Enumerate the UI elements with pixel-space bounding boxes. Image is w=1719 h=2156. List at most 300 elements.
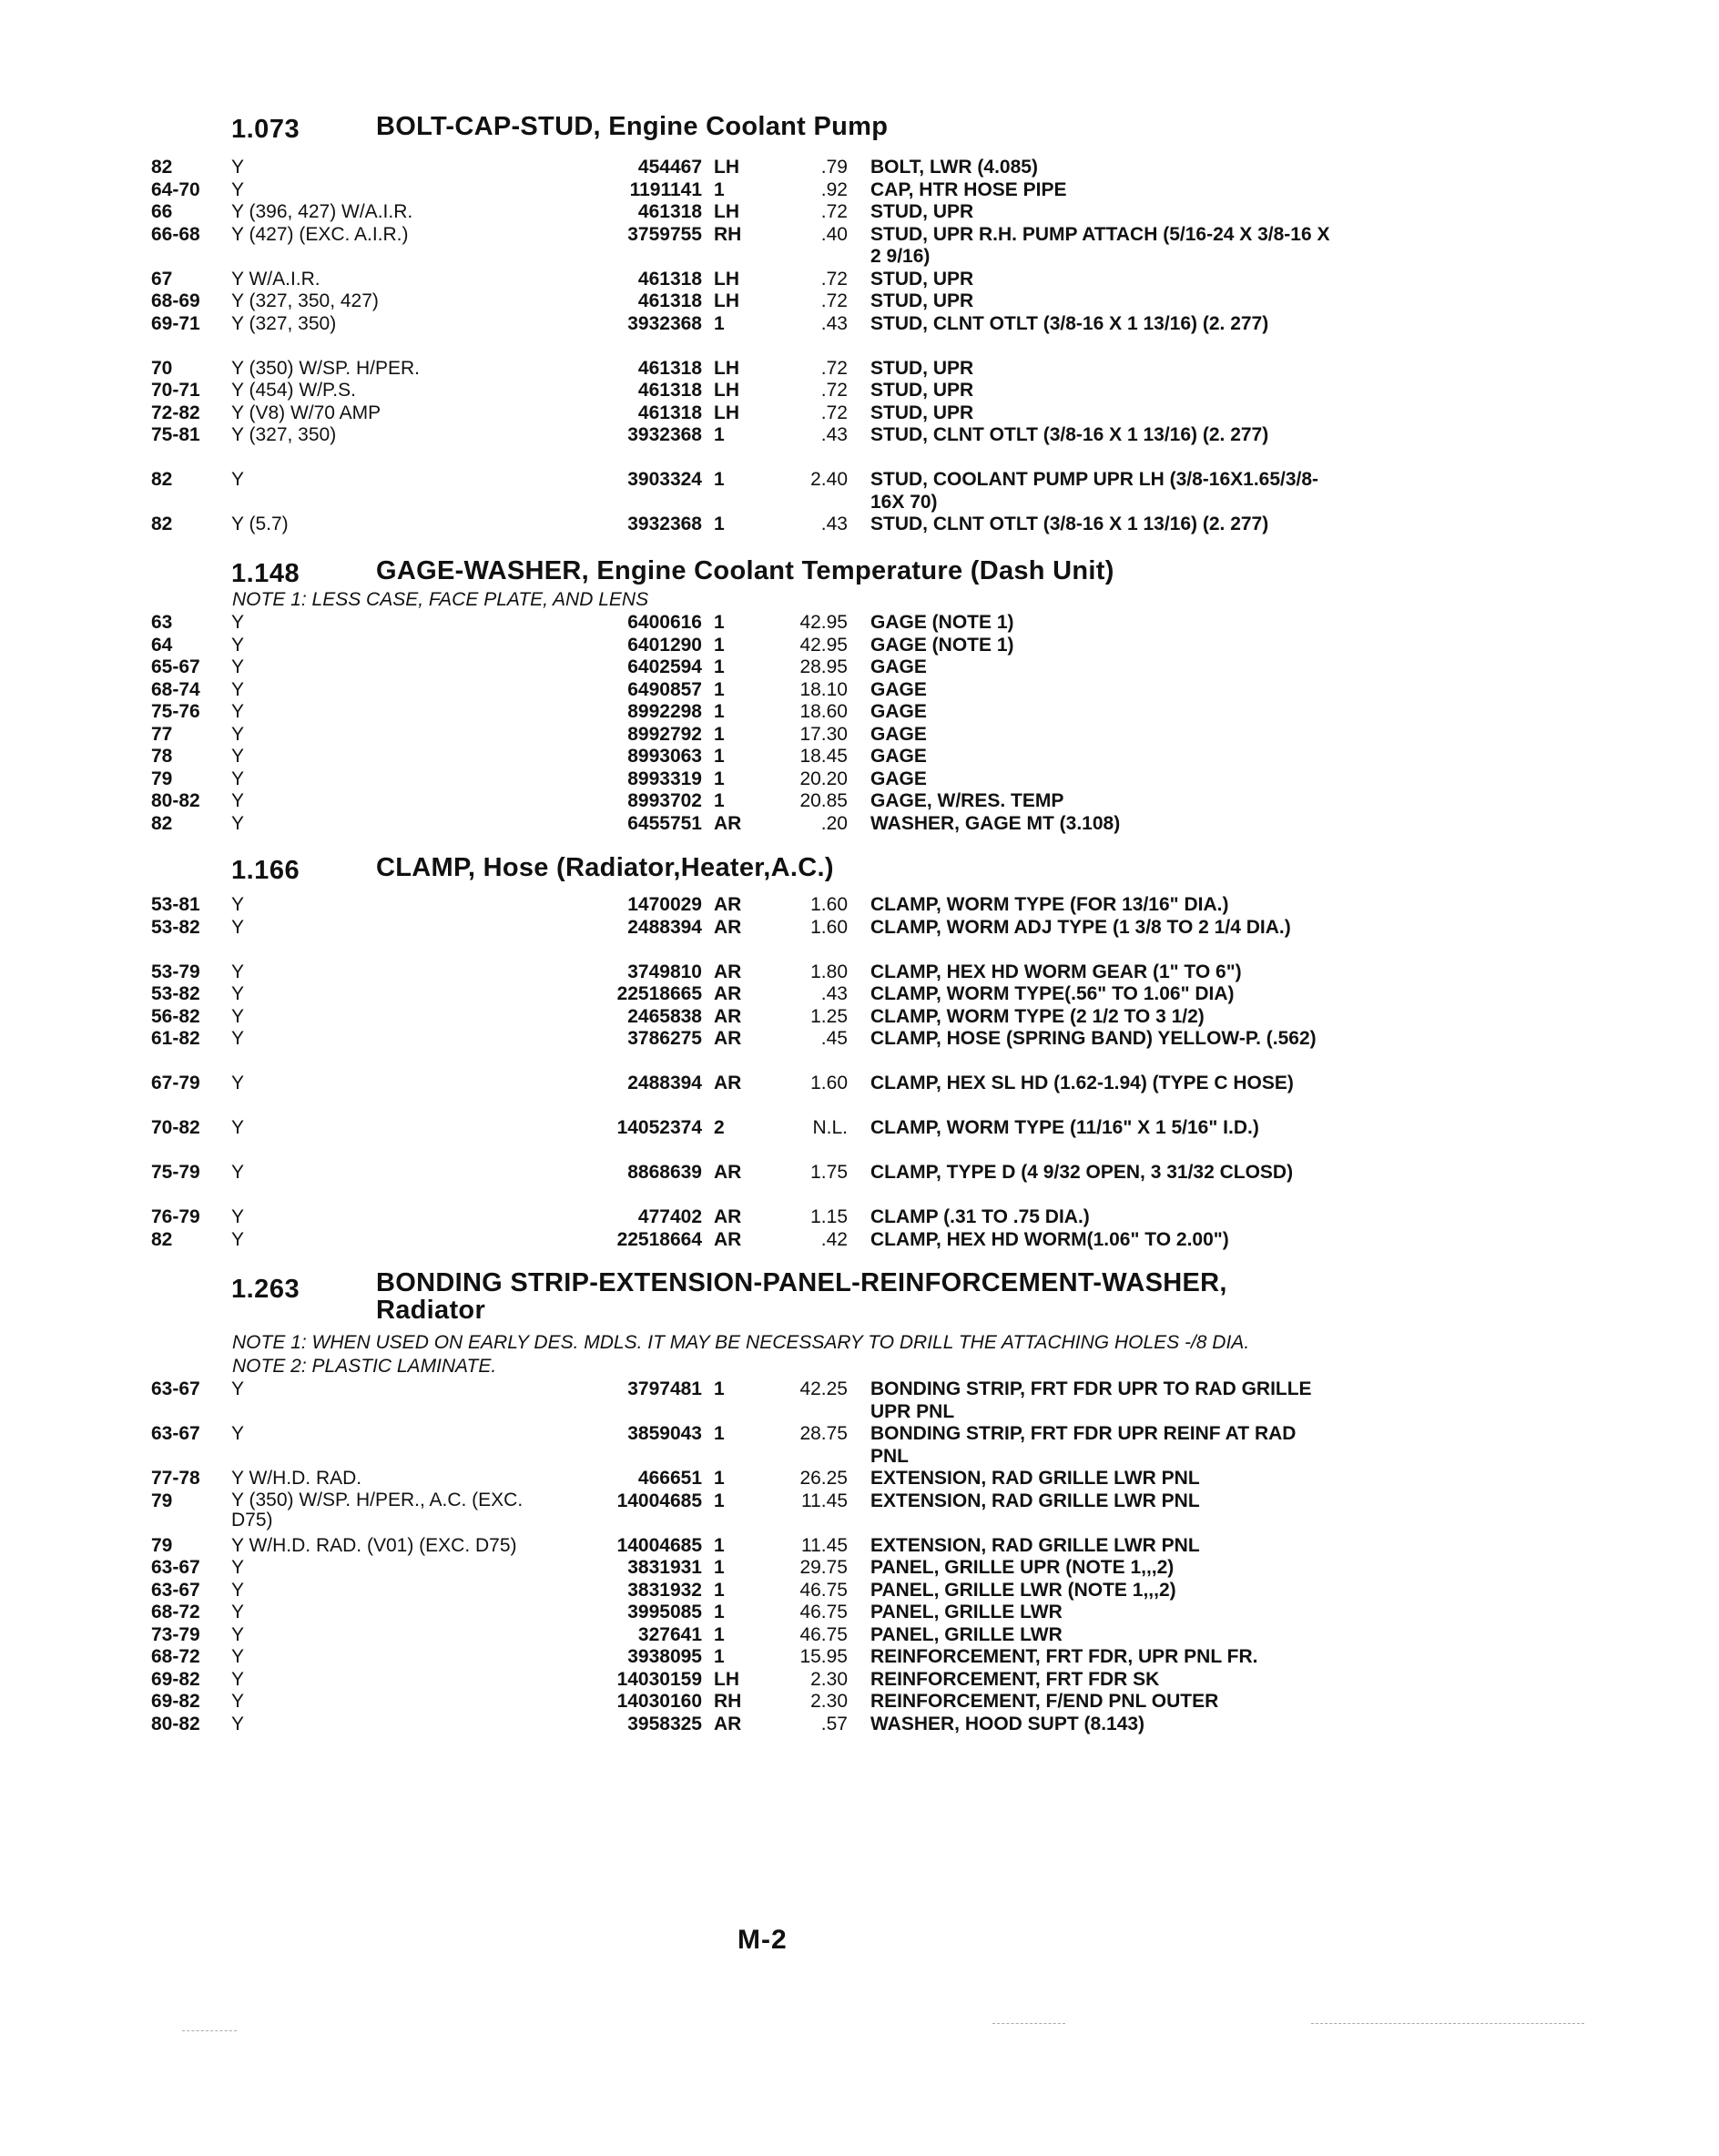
model-years: 64 [151, 634, 173, 656]
section-1073 [151, 112, 1335, 558]
quantity: AR [714, 1073, 742, 1093]
price: 20.20 [799, 768, 848, 789]
price: .43 [820, 983, 848, 1004]
model-years: 75-81 [151, 424, 200, 445]
quantity: 1 [714, 1623, 725, 1645]
part-description: WASHER, GAGE MT (3.108) [870, 812, 1121, 834]
price: 26.25 [799, 1468, 848, 1489]
part-description: CLAMP, WORM TYPE (11/16" X 1 5/16" I.D.) [870, 1117, 1259, 1138]
table-row [151, 1557, 1335, 1580]
table-row [151, 701, 1335, 724]
table-row [151, 380, 1335, 402]
table-row [151, 894, 1335, 917]
quantity: RH [714, 1691, 742, 1712]
model-years: 78 [151, 746, 173, 767]
part-number: 3859043 [627, 1423, 702, 1444]
price: 11.45 [801, 1534, 848, 1556]
quantity: 1 [714, 1646, 725, 1667]
part-number: 3831931 [627, 1557, 702, 1578]
model-years: 65-67 [151, 656, 200, 677]
price: .72 [820, 357, 848, 379]
price: 18.45 [799, 746, 848, 767]
quantity: 1 [714, 656, 725, 677]
quantity: LH [714, 268, 739, 290]
model-years: 76-79 [151, 1206, 200, 1227]
part-description: PANEL, GRILLE UPR (NOTE 1,,,2) [870, 1557, 1175, 1578]
part-description: CLAMP, WORM TYPE (2 1/2 TO 3 1/2) [870, 1005, 1205, 1027]
part-description: CLAMP, HEX HD WORM(1.06" TO 2.00") [870, 1228, 1229, 1250]
part-number: 8993319 [627, 768, 702, 789]
part-number: 3932368 [627, 424, 702, 445]
price: .72 [820, 201, 848, 222]
usage-code: Y [231, 1423, 245, 1444]
table-row [151, 1669, 1335, 1692]
usage-code: Y (327, 350, 427) [231, 290, 379, 311]
section-note: NOTE 2: PLASTIC LAMINATE. [232, 1356, 497, 1377]
usage-code: Y [231, 1691, 245, 1712]
model-years: 82 [151, 157, 173, 178]
part-description: CLAMP, HEX HD WORM GEAR (1" TO 6") [870, 961, 1242, 982]
part-number: 461318 [637, 357, 702, 379]
part-number: 3932368 [627, 514, 702, 534]
scan-artifact-line [992, 2023, 1065, 2024]
price: N.L. [812, 1117, 848, 1138]
price: .72 [820, 402, 848, 423]
quantity: 2 [714, 1117, 725, 1138]
section-1263 [151, 1268, 1335, 1735]
part-description: STUD, UPR R.H. PUMP ATTACH (5/16-24 X 3/8-16 X 2 9/16) [870, 223, 1330, 267]
model-years: 82 [151, 1228, 173, 1250]
price: 46.75 [799, 1602, 848, 1622]
part-number: 461318 [637, 402, 702, 423]
usage-code: Y [231, 1713, 245, 1734]
part-number: 3786275 [627, 1028, 702, 1049]
table-row [151, 1624, 1335, 1647]
section-title: BOLT-CAP-STUD, Engine Coolant Pump [376, 112, 889, 141]
model-years: 67 [151, 268, 173, 290]
table-row [151, 402, 1335, 425]
table-row [151, 1714, 1335, 1736]
part-number: 8992298 [627, 701, 702, 722]
part-number: 14030159 [616, 1668, 702, 1690]
model-years: 53-79 [151, 961, 200, 982]
part-number: 3831932 [627, 1579, 702, 1601]
table-row [151, 514, 1335, 558]
usage-code: Y (427) (EXC. A.I.R.) [231, 223, 409, 245]
price: .72 [820, 290, 848, 311]
model-years: 63 [151, 612, 173, 633]
part-description: GAGE [870, 678, 927, 700]
quantity: 1 [714, 746, 725, 767]
table-row [151, 961, 1335, 984]
table-row [151, 679, 1335, 702]
quantity: 1 [714, 1534, 725, 1556]
quantity: 1 [714, 424, 725, 445]
table-row [151, 179, 1335, 202]
part-number: 454467 [637, 157, 702, 178]
table-row [151, 1206, 1335, 1229]
table-row [151, 424, 1335, 469]
price: 20.85 [799, 790, 848, 811]
part-number: 14052374 [616, 1117, 702, 1138]
model-years: 70 [151, 357, 173, 379]
price: .43 [820, 312, 848, 334]
price: 2.30 [810, 1668, 848, 1690]
section-number: 1.073 [231, 115, 300, 144]
quantity: AR [714, 961, 742, 982]
model-years: 56-82 [151, 1005, 200, 1027]
usage-code: Y [231, 678, 245, 700]
part-number: 22518665 [616, 983, 702, 1004]
part-description: REINFORCEMENT, FRT FDR SK [870, 1668, 1160, 1690]
price: 18.10 [799, 678, 848, 700]
part-description: CLAMP, HOSE (SPRING BAND) YELLOW-P. (.562) [870, 1028, 1317, 1049]
section-header [151, 853, 1335, 898]
table-row [151, 469, 1335, 514]
part-number: 1191141 [629, 178, 702, 200]
price: 46.75 [799, 1623, 848, 1645]
section-number: 1.263 [231, 1275, 300, 1304]
quantity: AR [714, 1162, 742, 1183]
quantity: 1 [714, 1490, 725, 1511]
section-number: 1.166 [231, 856, 300, 885]
section-note: NOTE 1: WHEN USED ON EARLY DES. MDLS. IT MAY BE NECESSARY TO DRILL THE ATTACHING HOLES -/8 DIA. [232, 1332, 1250, 1353]
quantity: 1 [714, 1579, 725, 1601]
price: 29.75 [799, 1557, 848, 1578]
part-number: 461318 [637, 268, 702, 290]
price: .40 [820, 223, 848, 245]
page-number: M-2 [737, 1925, 788, 1955]
usage-code: Y [231, 768, 245, 789]
price: .57 [820, 1713, 848, 1734]
model-years: 70-71 [151, 380, 200, 401]
model-years: 61-82 [151, 1028, 200, 1049]
model-years: 63-67 [151, 1423, 200, 1444]
price: 1.60 [810, 916, 848, 938]
section-note: NOTE 1: LESS CASE, FACE PLATE, AND LENS [232, 589, 649, 610]
table-row [151, 1646, 1335, 1669]
quantity: AR [714, 894, 742, 915]
quantity: AR [714, 916, 742, 938]
part-description: STUD, UPR [870, 201, 974, 222]
price: 17.30 [799, 723, 848, 745]
part-number: 6490857 [627, 678, 702, 700]
quantity: AR [714, 1713, 742, 1734]
scan-artifact-line [182, 2030, 237, 2031]
quantity: 1 [714, 469, 725, 490]
model-years: 63-67 [151, 1579, 200, 1601]
part-description: PANEL, GRILLE LWR [870, 1602, 1063, 1622]
usage-code: Y [231, 1623, 245, 1645]
part-description: CLAMP, WORM TYPE (FOR 13/16" DIA.) [870, 894, 1229, 915]
part-description: GAGE (NOTE 1) [870, 634, 1014, 656]
table-row [151, 1468, 1335, 1490]
usage-code: Y [231, 656, 245, 677]
part-description: EXTENSION, RAD GRILLE LWR PNL [870, 1468, 1200, 1489]
table-row [151, 290, 1335, 313]
parts-list [151, 612, 1335, 835]
usage-code: Y (327, 350) [231, 312, 337, 334]
quantity: RH [714, 223, 742, 245]
part-description: STUD, UPR [870, 380, 974, 401]
model-years: 77-78 [151, 1468, 200, 1489]
quantity: LH [714, 201, 739, 222]
part-description: CLAMP, WORM ADJ TYPE (1 3/8 TO 2 1/4 DIA.) [870, 916, 1291, 938]
usage-code: Y [231, 746, 245, 767]
table-row [151, 1423, 1335, 1468]
price: 18.60 [799, 701, 848, 722]
model-years: 75-79 [151, 1162, 200, 1183]
usage-code: Y [231, 1602, 245, 1622]
price: 1.80 [810, 961, 848, 982]
table-row [151, 1229, 1335, 1252]
part-number: 3938095 [627, 1646, 702, 1667]
price: 42.95 [799, 634, 848, 656]
section-title: GAGE-WASHER, Engine Coolant Temperature (Dash Unit) [376, 556, 1114, 585]
usage-code: Y (454) W/P.S. [231, 380, 356, 401]
part-description: REINFORCEMENT, F/END PNL OUTER [870, 1691, 1219, 1712]
usage-code: Y W/H.D. RAD. [231, 1468, 362, 1489]
table-row [151, 790, 1335, 813]
price: .45 [820, 1028, 848, 1049]
part-number: 3903324 [627, 469, 702, 490]
part-number: 461318 [637, 290, 702, 311]
table-row [151, 656, 1335, 679]
part-number: 3932368 [627, 312, 702, 334]
model-years: 53-81 [151, 894, 200, 915]
model-years: 68-74 [151, 678, 200, 700]
part-description: EXTENSION, RAD GRILLE LWR PNL [870, 1490, 1200, 1511]
price: .43 [820, 424, 848, 445]
table-row [151, 813, 1335, 836]
usage-code: Y [231, 1028, 245, 1049]
quantity: AR [714, 1028, 742, 1049]
part-description: BONDING STRIP, FRT FDR UPR REINF AT RAD PNL [870, 1423, 1297, 1467]
quantity: 1 [714, 1423, 725, 1444]
table-row [151, 313, 1335, 358]
quantity: AR [714, 1005, 742, 1027]
model-years: 79 [151, 1534, 173, 1556]
table-row [151, 1378, 1335, 1423]
part-number: 1470029 [627, 894, 702, 915]
usage-code: Y [231, 1228, 245, 1250]
usage-code: Y (396, 427) W/A.I.R. [231, 201, 413, 222]
table-row [151, 224, 1335, 269]
price: 1.75 [810, 1162, 848, 1183]
model-years: 82 [151, 514, 173, 534]
usage-code: Y (350) W/SP. H/PER., A.C. (EXC. D75) [231, 1490, 524, 1531]
model-years: 77 [151, 723, 173, 745]
quantity: 1 [714, 1378, 725, 1399]
part-number: 14004685 [616, 1490, 702, 1511]
part-number: 22518664 [616, 1228, 702, 1250]
part-description: PANEL, GRILLE LWR [870, 1623, 1063, 1645]
parts-list [151, 894, 1335, 1251]
model-years: 70-82 [151, 1117, 200, 1138]
usage-code: Y [231, 612, 245, 633]
quantity: 1 [714, 312, 725, 334]
part-number: 461318 [637, 201, 702, 222]
part-description: GAGE, W/RES. TEMP [870, 790, 1064, 811]
price: 42.25 [799, 1378, 848, 1399]
part-description: PANEL, GRILLE LWR (NOTE 1,,,2) [870, 1579, 1176, 1601]
model-years: 69-82 [151, 1668, 200, 1690]
model-years: 80-82 [151, 790, 200, 811]
part-number: 2488394 [627, 1073, 702, 1093]
price: 28.75 [799, 1423, 848, 1444]
quantity: 1 [714, 612, 725, 633]
table-row [151, 157, 1335, 179]
price: 2.40 [810, 469, 848, 490]
part-description: STUD, UPR [870, 268, 974, 290]
price: .79 [820, 157, 848, 178]
part-number: 3797481 [627, 1378, 702, 1399]
usage-code: Y [231, 1557, 245, 1578]
price: 15.95 [799, 1646, 848, 1667]
table-row [151, 269, 1335, 291]
table-row [151, 1535, 1335, 1558]
quantity: 1 [714, 514, 725, 534]
quantity: 1 [714, 701, 725, 722]
model-years: 79 [151, 1490, 173, 1511]
model-years: 67-79 [151, 1073, 200, 1093]
model-years: 68-69 [151, 290, 200, 311]
quantity: 1 [714, 1468, 725, 1489]
usage-code: Y [231, 1005, 245, 1027]
quantity: 1 [714, 723, 725, 745]
quantity: AR [714, 1206, 742, 1227]
quantity: 1 [714, 768, 725, 789]
usage-code: Y [231, 157, 245, 178]
quantity: 1 [714, 1557, 725, 1578]
part-description: STUD, COOLANT PUMP UPR LH (3/8-16X1.65/3/8-16X 70) [870, 469, 1319, 513]
part-number: 327641 [637, 1623, 702, 1645]
usage-code: Y [231, 1206, 245, 1227]
part-number: 14004685 [616, 1534, 702, 1556]
quantity: AR [714, 1228, 742, 1250]
usage-code: Y [231, 961, 245, 982]
section-1148 [151, 556, 1335, 848]
usage-code: Y [231, 1668, 245, 1690]
price: .72 [820, 268, 848, 290]
part-description: STUD, UPR [870, 357, 974, 379]
usage-code: Y [231, 983, 245, 1004]
part-number: 3759755 [627, 223, 702, 245]
model-years: 53-82 [151, 916, 200, 938]
part-description: REINFORCEMENT, FRT FDR, UPR PNL FR. [870, 1646, 1258, 1667]
part-description: CLAMP, TYPE D (4 9/32 OPEN, 3 31/32 CLOSD) [870, 1162, 1294, 1183]
part-number: 8992792 [627, 723, 702, 745]
model-years: 63-67 [151, 1378, 200, 1399]
usage-code: Y (V8) W/70 AMP [231, 402, 381, 423]
usage-code: Y (5.7) [231, 514, 289, 534]
price: .42 [820, 1228, 848, 1250]
part-description: CAP, HTR HOSE PIPE [870, 178, 1067, 200]
part-number: 466651 [637, 1468, 702, 1489]
usage-code: Y [231, 634, 245, 656]
price: .43 [820, 514, 848, 534]
model-years: 66-68 [151, 223, 200, 245]
quantity: 1 [714, 678, 725, 700]
model-years: 68-72 [151, 1602, 200, 1622]
part-description: BOLT, LWR (4.085) [870, 157, 1038, 178]
part-description: GAGE [870, 746, 927, 767]
model-years: 64-70 [151, 178, 200, 200]
part-description: GAGE [870, 656, 927, 677]
part-description: WASHER, HOOD SUPT (8.143) [870, 1713, 1145, 1734]
part-description: GAGE [870, 768, 927, 789]
model-years: 53-82 [151, 983, 200, 1004]
usage-code: Y [231, 701, 245, 722]
part-description: STUD, CLNT OTLT (3/8-16 X 1 13/16) (2. 277) [870, 424, 1269, 445]
table-row [151, 1028, 1335, 1073]
model-years: 79 [151, 768, 173, 789]
quantity: AR [714, 983, 742, 1004]
model-years: 69-82 [151, 1691, 200, 1712]
part-number: 8993702 [627, 790, 702, 811]
price: 1.25 [810, 1005, 848, 1027]
table-row [151, 1073, 1335, 1117]
price: 1.60 [810, 1073, 848, 1093]
part-number: 2465838 [627, 1005, 702, 1027]
usage-code: Y [231, 894, 245, 915]
table-row [151, 201, 1335, 224]
price: 1.60 [810, 894, 848, 915]
quantity: LH [714, 157, 739, 178]
part-description: CLAMP, WORM TYPE(.56" TO 1.06" DIA) [870, 983, 1235, 1004]
usage-code: Y [231, 812, 245, 834]
part-description: BONDING STRIP, FRT FDR UPR TO RAD GRILLE UPR PNL [870, 1378, 1312, 1422]
quantity: AR [714, 812, 742, 834]
part-number: 3958325 [627, 1713, 702, 1734]
usage-code: Y [231, 1579, 245, 1601]
model-years: 69-71 [151, 312, 200, 334]
model-years: 75-76 [151, 701, 200, 722]
part-number: 8868639 [627, 1162, 702, 1183]
part-number: 6455751 [627, 812, 702, 834]
price: 11.45 [801, 1490, 848, 1511]
part-description: STUD, UPR [870, 402, 974, 423]
price: 46.75 [799, 1579, 848, 1601]
table-row [151, 724, 1335, 747]
table-row [151, 917, 1335, 961]
table-row [151, 358, 1335, 381]
part-description: STUD, CLNT OTLT (3/8-16 X 1 13/16) (2. 277) [870, 312, 1269, 334]
part-description: STUD, CLNT OTLT (3/8-16 X 1 13/16) (2. 277) [870, 514, 1269, 534]
parts-list [151, 157, 1335, 558]
table-row [151, 1691, 1335, 1714]
part-description: CLAMP, HEX SL HD (1.62-1.94) (TYPE C HOSE) [870, 1073, 1294, 1093]
usage-code: Y [231, 790, 245, 811]
model-years: 80-82 [151, 1713, 200, 1734]
quantity: LH [714, 357, 739, 379]
model-years: 82 [151, 812, 173, 834]
usage-code: Y (350) W/SP. H/PER. [231, 357, 420, 379]
price: .92 [820, 178, 848, 200]
section-header [151, 112, 1335, 157]
part-description: GAGE [870, 723, 927, 745]
part-description: STUD, UPR [870, 290, 974, 311]
price: .72 [820, 380, 848, 401]
section-header [151, 1268, 1335, 1326]
table-row [151, 746, 1335, 768]
usage-code: Y [231, 1117, 245, 1138]
section-title: CLAMP, Hose (Radiator,Heater,A.C.) [376, 853, 834, 882]
table-row [151, 983, 1335, 1006]
usage-code: Y [231, 1646, 245, 1667]
quantity: 1 [714, 634, 725, 656]
table-row [151, 612, 1335, 635]
